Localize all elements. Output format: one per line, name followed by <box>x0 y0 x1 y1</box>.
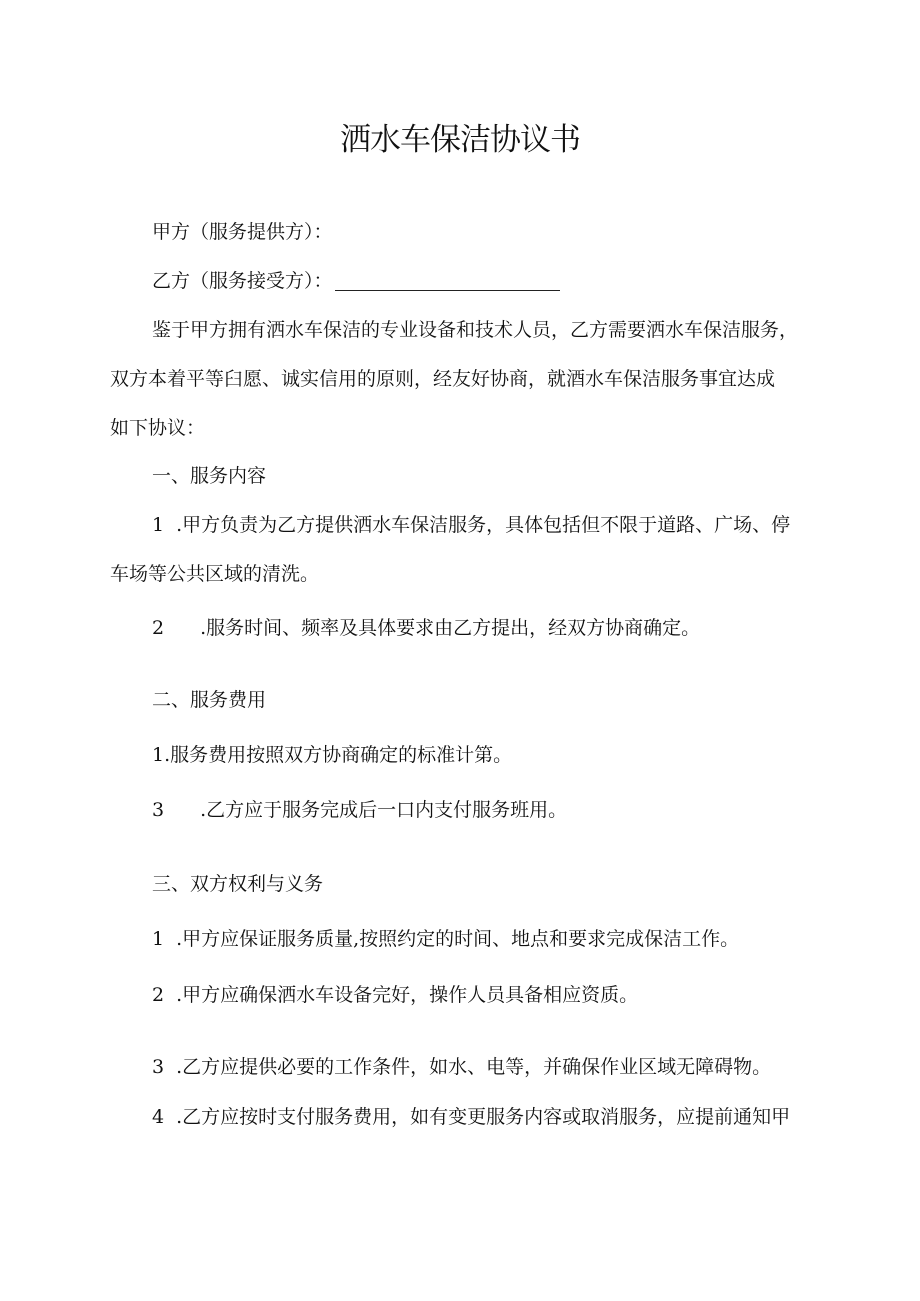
section-3-item-2 <box>152 982 638 1008</box>
item-text: .甲方应确保洒水车设备完好，操作人员具备相应资质。 <box>176 984 639 1006</box>
section-2-item-1: 1.服务费用按照双方协商确定的标准计第。 <box>152 744 513 766</box>
item-number: 1 <box>152 514 165 536</box>
item-text: .服务时间、频率及具体要求由乙方提出，经双方协商确定。 <box>200 617 701 639</box>
section-3-item-4 <box>152 1104 790 1130</box>
item-number: 4 <box>152 1106 165 1128</box>
party-a-line <box>152 219 333 245</box>
item-number: 3 <box>152 1056 165 1078</box>
item-number: 2 <box>152 617 165 639</box>
section-2-item-2 <box>152 797 567 823</box>
section-2-heading: 二、服务费用 <box>152 689 267 711</box>
section-3-item-3 <box>152 1054 771 1080</box>
party-a-label: 甲方（服务提供方）： <box>152 221 333 243</box>
section-3-item-1 <box>152 926 739 952</box>
item-number: 1 <box>152 928 165 950</box>
section-1-heading: 一、服务内容 <box>152 465 267 487</box>
section-1-item-2 <box>152 615 700 641</box>
section-1-item-1 <box>152 512 790 538</box>
section-1-item-1-cont: 车场等公共区域的清洗。 <box>110 563 320 585</box>
item-text: .乙方应按时支付服务费用，如有变更服务内容或取消服务，应提前通知甲 <box>176 1106 791 1128</box>
item-text: .甲方应保证服务质量,按照约定的时间、地点和要求完成保洁工作。 <box>176 928 740 950</box>
party-b-line <box>152 268 560 294</box>
document-title: 洒水车保洁协议书 <box>340 122 580 158</box>
preamble-line-3: 如下协议： <box>110 417 206 439</box>
item-text: .乙方应提供必要的工作条件，如水、电等，并确保作业区域无障碍物。 <box>176 1056 772 1078</box>
preamble-line-1: 鉴于甲方拥有洒水车保洁的专业设备和技术人员，乙方需要洒水车保洁服务， <box>152 319 799 341</box>
section-3-heading: 三、双方权利与义务 <box>152 873 324 895</box>
party-b-blank-field <box>335 272 560 291</box>
party-b-label: 乙方（服务接受方）： <box>152 270 333 292</box>
preamble-line-2: 双方本着平等臼愿、诚实信用的原则，经友好协商，就酒水车保洁服务事宜达成 <box>110 368 776 390</box>
item-text: .甲方负责为乙方提供洒水车保洁服务，具体包括但不限于道路、广场、停 <box>176 514 791 536</box>
item-text: .乙方应于服务完成后一口内支付服务班用。 <box>200 799 568 821</box>
item-number: 3 <box>152 799 165 821</box>
item-number: 2 <box>152 984 165 1006</box>
